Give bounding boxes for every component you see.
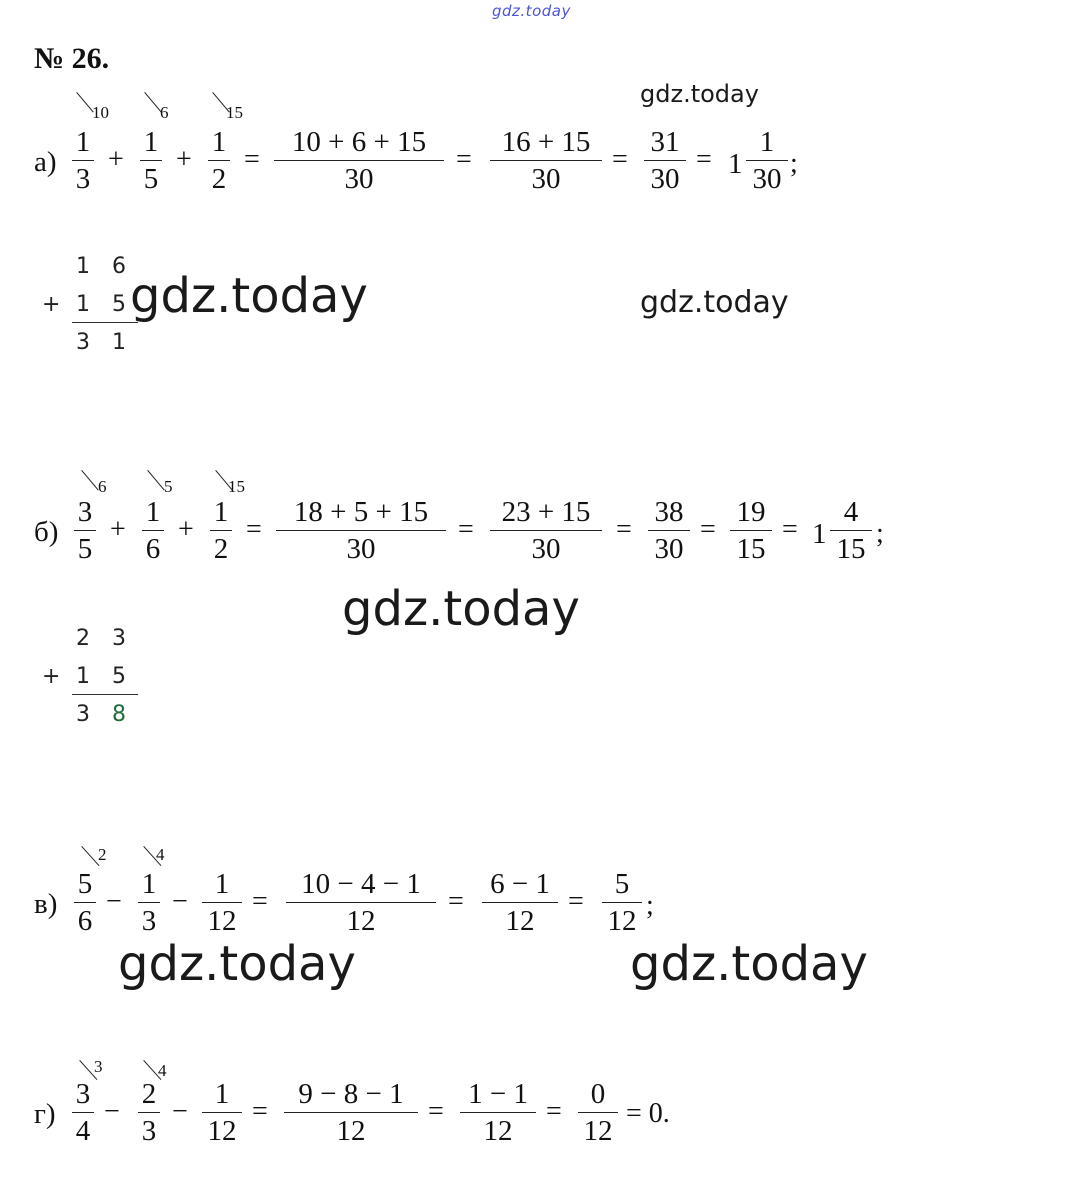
result-zero: = 0. [626, 1098, 670, 1129]
plus-sign: + [110, 514, 126, 545]
denominator: 12 [505, 905, 535, 937]
numerator: 9 − 8 − 1 [298, 1078, 404, 1110]
numerator: 5 [614, 868, 630, 900]
plus-sign: + [42, 664, 61, 689]
column-digit: 1 [76, 292, 90, 317]
denominator: 6 [77, 905, 93, 937]
numerator: 1 [141, 868, 157, 900]
minus-sign: − [106, 886, 122, 917]
multiplier-mark: 5 [164, 477, 173, 496]
watermark: gdz.today [118, 936, 356, 992]
numerator: 1 [213, 496, 229, 528]
fraction [648, 498, 690, 564]
denominator: 30 [752, 163, 782, 195]
numerator: 4 [843, 496, 859, 528]
denominator: 6 [145, 533, 161, 565]
watermark-top: gdz.today [492, 2, 571, 20]
column-digit: 2 [76, 626, 90, 651]
equals-sign: = [252, 886, 268, 917]
minus-sign: − [172, 1096, 188, 1127]
equals-sign: = [456, 144, 472, 175]
equals-sign: = [696, 144, 712, 175]
plus-sign: + [42, 292, 61, 317]
minus-sign: − [104, 1096, 120, 1127]
numerator: 6 − 1 [490, 868, 550, 900]
fraction [142, 498, 164, 564]
minus-sign: − [172, 886, 188, 917]
column-digit: 6 [112, 254, 126, 279]
fraction [72, 1080, 94, 1146]
numerator: 38 [654, 496, 684, 528]
numerator: 1 [211, 126, 227, 158]
equals-sign: = [612, 144, 628, 175]
denominator: 12 [583, 1115, 613, 1147]
multiplier-mark: 3 [94, 1057, 103, 1076]
watermark: gdz.today [342, 581, 580, 637]
multiplier-mark: 15 [226, 103, 243, 122]
fraction [460, 1080, 536, 1146]
fraction [284, 1080, 418, 1146]
column-digit: 1 [76, 664, 90, 689]
denominator: 3 [141, 1115, 157, 1147]
denominator: 5 [143, 163, 159, 195]
fraction [202, 870, 242, 936]
equals-sign: = [616, 514, 632, 545]
equals-sign: = [458, 514, 474, 545]
denominator: 3 [75, 163, 91, 195]
equals-sign: = [700, 514, 716, 545]
denominator: 4 [75, 1115, 91, 1147]
numerator: 31 [650, 126, 680, 158]
denominator: 12 [483, 1115, 513, 1147]
part-label: б) [34, 516, 59, 548]
numerator: 3 [75, 1078, 91, 1110]
column-digit: 8 [112, 702, 126, 727]
column-digit: 5 [112, 664, 126, 689]
fraction [138, 1080, 160, 1146]
denominator: 12 [336, 1115, 366, 1147]
column-digit: 3 [76, 330, 90, 355]
part-label: в) [34, 888, 58, 920]
column-digit: 3 [76, 702, 90, 727]
fraction [210, 498, 232, 564]
numerator: 16 + 15 [501, 126, 591, 158]
denominator: 12 [207, 1115, 237, 1147]
numerator: 1 [759, 126, 775, 158]
denominator: 12 [207, 905, 237, 937]
plus-sign: + [108, 144, 124, 175]
multiplier-mark: 4 [156, 845, 165, 864]
equals-sign: = [428, 1096, 444, 1127]
fraction [274, 128, 444, 194]
column-digit: 3 [112, 626, 126, 651]
numerator: 3 [77, 496, 93, 528]
fraction [644, 128, 686, 194]
multiplier-mark: 10 [92, 103, 109, 122]
numerator: 1 − 1 [468, 1078, 528, 1110]
fraction [140, 128, 162, 194]
whole-part: 1 [728, 148, 743, 180]
fraction [578, 1080, 618, 1146]
equals-sign: = [782, 514, 798, 545]
fraction [208, 128, 230, 194]
numerator: 1 [214, 868, 230, 900]
denominator: 15 [736, 533, 766, 565]
denominator: 30 [344, 163, 374, 195]
multiplier-mark: 6 [98, 477, 107, 496]
fraction [276, 498, 446, 564]
part-label: г) [34, 1098, 56, 1130]
fraction [74, 498, 96, 564]
watermark: gdz.today [640, 285, 789, 320]
numerator: 1 [75, 126, 91, 158]
multiplier-mark: 4 [158, 1061, 167, 1080]
plus-sign: + [178, 514, 194, 545]
denominator: 12 [607, 905, 637, 937]
sum-line [72, 694, 138, 695]
denominator: 30 [531, 163, 561, 195]
numerator: 23 + 15 [501, 496, 591, 528]
plus-sign: + [176, 144, 192, 175]
numerator: 19 [736, 496, 766, 528]
denominator: 2 [211, 163, 227, 195]
part-label: а) [34, 146, 57, 178]
fraction [482, 870, 558, 936]
numerator: 2 [141, 1078, 157, 1110]
column-digit: 5 [112, 292, 126, 317]
equals-sign: = [568, 886, 584, 917]
denominator: 30 [531, 533, 561, 565]
equals-sign: = [246, 514, 262, 545]
numerator: 5 [77, 868, 93, 900]
fraction [746, 128, 788, 194]
multiplier-mark: 2 [98, 845, 107, 864]
semicolon: ; [790, 148, 798, 179]
fraction [490, 498, 602, 564]
fraction [72, 128, 94, 194]
column-digit: 1 [76, 254, 90, 279]
denominator: 5 [77, 533, 93, 565]
numerator: 0 [590, 1078, 606, 1110]
semicolon: ; [876, 518, 884, 549]
fraction [830, 498, 872, 564]
fraction [138, 870, 160, 936]
numerator: 1 [143, 126, 159, 158]
semicolon: ; [646, 890, 654, 921]
numerator: 1 [214, 1078, 230, 1110]
column-digit: 1 [112, 330, 126, 355]
denominator: 3 [141, 905, 157, 937]
whole-part: 1 [812, 518, 827, 550]
numerator: 18 + 5 + 15 [293, 496, 429, 528]
watermark: gdz.today [130, 268, 368, 324]
denominator: 30 [650, 163, 680, 195]
sum-line [72, 322, 138, 323]
equals-sign: = [252, 1096, 268, 1127]
exercise-title: № 26. [34, 42, 110, 75]
denominator: 12 [346, 905, 376, 937]
denominator: 15 [836, 533, 866, 565]
fraction [490, 128, 602, 194]
denominator: 30 [654, 533, 684, 565]
fraction [74, 870, 96, 936]
numerator: 10 + 6 + 15 [291, 126, 427, 158]
numerator: 1 [145, 496, 161, 528]
fraction [602, 870, 642, 936]
denominator: 2 [213, 533, 229, 565]
denominator: 30 [346, 533, 376, 565]
watermark: gdz.today [640, 80, 759, 108]
fraction [202, 1080, 242, 1146]
watermark: gdz.today [630, 936, 868, 992]
fraction [730, 498, 772, 564]
equals-sign: = [448, 886, 464, 917]
equals-sign: = [244, 144, 260, 175]
multiplier-mark: 6 [160, 103, 169, 122]
equals-sign: = [546, 1096, 562, 1127]
fraction [286, 870, 436, 936]
multiplier-mark: 15 [228, 477, 245, 496]
numerator: 10 − 4 − 1 [301, 868, 421, 900]
